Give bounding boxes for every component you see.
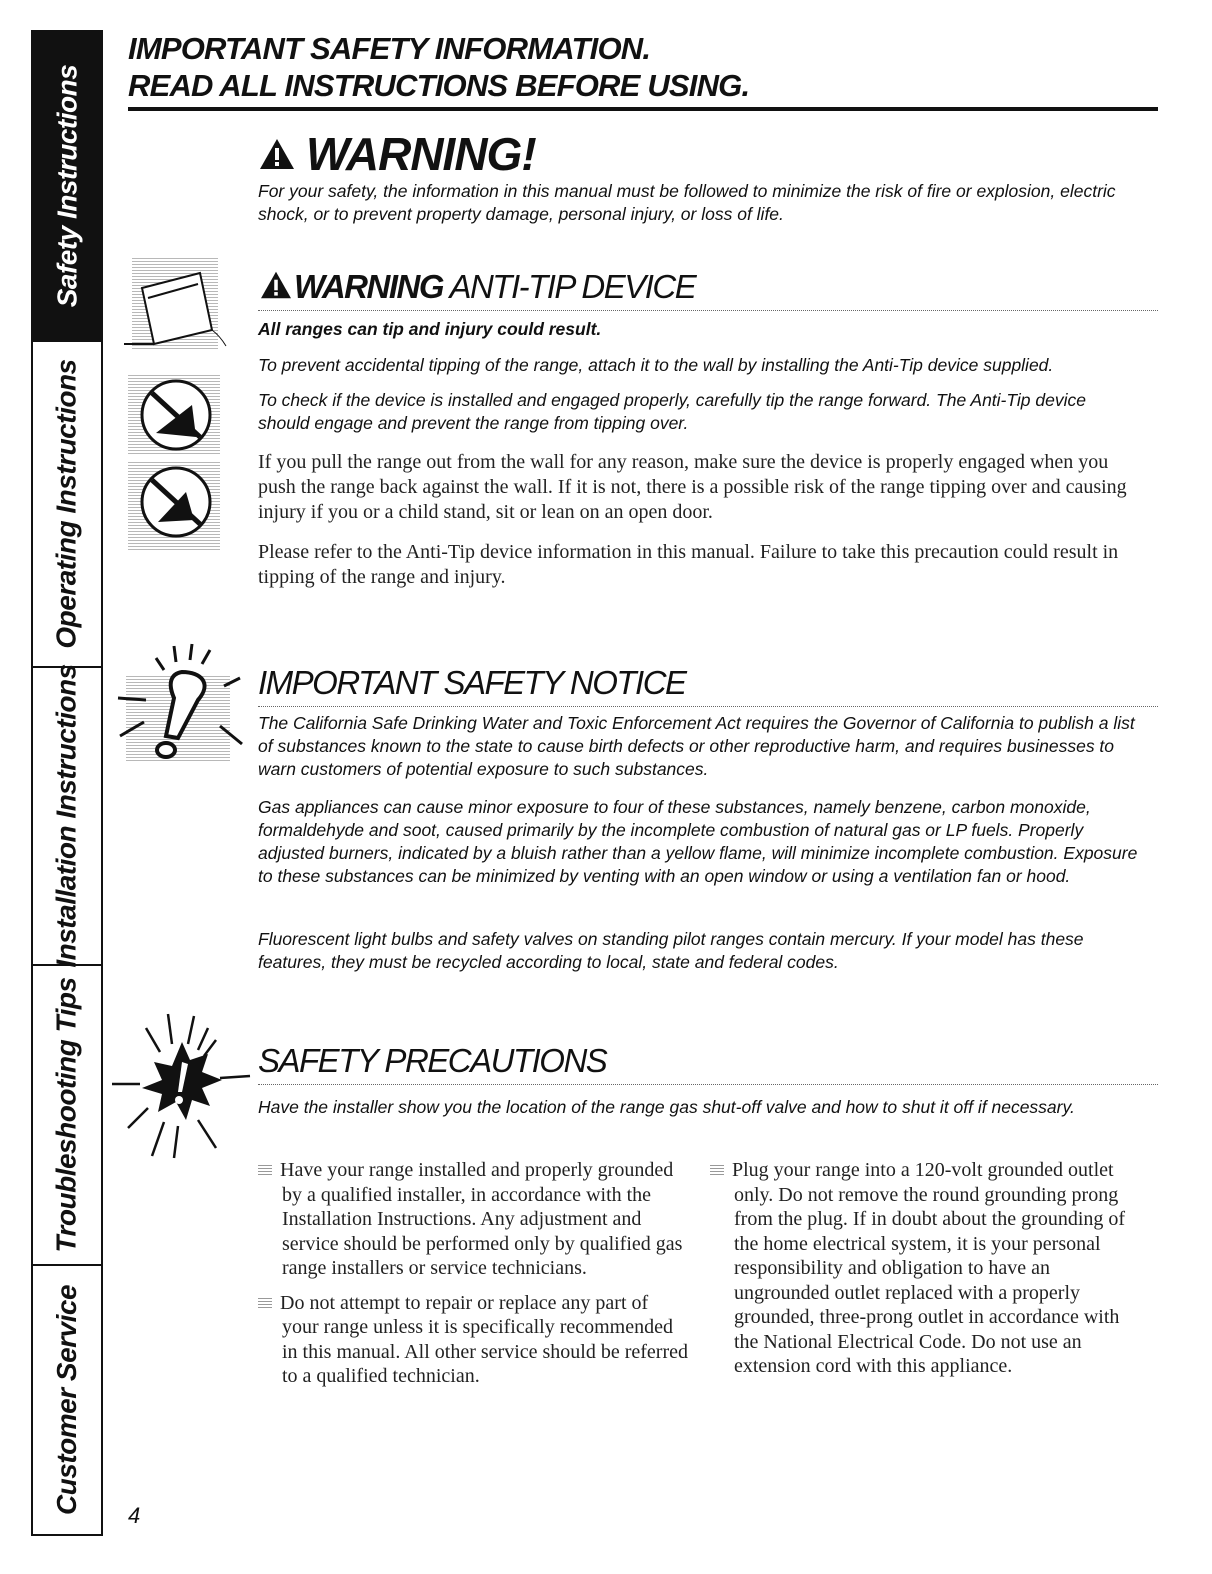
bullet-square-icon	[710, 1164, 724, 1175]
exclamation-alert-icon	[116, 640, 246, 765]
list-item	[710, 1158, 1140, 1379]
anti-tip-para-3: If you pull the range out from the wall for any reason, make sure the device is properly engaged when you push the range back against the wall. If it is not, there is a possible risk of the range tipping over and causing injury if you or a child stand, sit or lean on an open door.	[258, 451, 1127, 523]
range-tipping-icon	[120, 258, 230, 350]
page-header	[128, 30, 1158, 104]
anti-tip-lead: All ranges can tip and injury could result.	[258, 319, 602, 339]
warning-text: For your safety, the information in this manual must be followed to minimize the risk of fire or explosion, electric shock, or to prevent property damage, personal injury, or loss of life.	[258, 181, 1116, 224]
header-rule	[128, 107, 1158, 111]
list-item-text: Do not attempt to repair or replace any part of your range unless it is specifically recommended in this manual. All other service should be referred to a qualified technician.	[280, 1291, 688, 1387]
tab-customer-service[interactable]	[33, 1266, 101, 1534]
tab-operating-instructions[interactable]	[33, 342, 101, 668]
tab-safety-instructions[interactable]	[33, 32, 101, 342]
no-climbing-icon	[128, 375, 220, 455]
anti-tip-para-2: To check if the device is installed and engaged properly, carefully tip the range forward. The Anti-Tip device should engage and prevent the range from tipping over.	[258, 390, 1086, 433]
section-sidebar	[31, 30, 103, 1536]
page-number: 4	[128, 1503, 141, 1528]
bullet-square-icon	[258, 1297, 272, 1308]
precautions-title: SAFETY PRECAUTIONS	[258, 1042, 607, 1079]
tab-installation-instructions[interactable]	[33, 664, 101, 968]
precautions-rule	[258, 1084, 1158, 1085]
anti-tip-title-rest: ANTI-TIP DEVICE	[449, 268, 696, 305]
tab-label: Installation Instructions	[51, 664, 82, 968]
header-line-1: IMPORTANT SAFETY INFORMATION.	[128, 31, 651, 66]
tab-label: Operating Instructions	[51, 359, 82, 649]
anti-tip-para-1: To prevent accidental tipping of the range, attach it to the wall by installing the Anti-Tip device supplied.	[258, 355, 1054, 375]
anti-tip-heading	[258, 268, 695, 306]
tab-label: Troubleshooting Tips	[51, 977, 82, 1253]
list-item-text: Plug your range into a 120-volt grounded outlet only. Do not remove the round grounding prong from the plug. If in doubt about the grounding of the home electrical system, it is your personal responsibility and obligation to have an ungrounded outlet replaced with a properly grounded, three-prong outlet in accordance with the National Electrical Code. Do not use an extension cord with this appliance.	[732, 1159, 1126, 1377]
list-item	[258, 1158, 688, 1281]
precautions-heading	[258, 1042, 606, 1080]
notice-rule	[258, 706, 1158, 707]
tab-troubleshooting-tips[interactable]	[33, 966, 101, 1266]
list-item	[258, 1291, 688, 1389]
notice-para-2: Gas appliances can cause minor exposure to four of these substances, namely benzene, carbon monoxide, formaldehyde and soot, caused primarily by the incomplete combustion of natural gas or LP fuels. Properly adjusted burners, indicated by a bluish rather than a yellow flame, will minimize incomplete combustion. Exposure to these substances can be minimized by venting with an open window or using a ventilation fan or hood.	[258, 797, 1138, 886]
anti-tip-title-bold: WARNING	[294, 268, 443, 305]
header-line-2: READ ALL INSTRUCTIONS BEFORE USING.	[128, 68, 750, 103]
no-sitting-on-door-icon	[128, 462, 220, 550]
precautions-left-column	[258, 1158, 688, 1399]
warning-heading	[258, 127, 536, 181]
notice-para-3: Fluorescent light bulbs and safety valves on standing pilot ranges contain mercury. If your model has these features, they must be recycled according to local, state and federal codes.	[258, 929, 1084, 972]
notice-heading	[258, 664, 686, 702]
notice-para-1: The California Safe Drinking Water and Toxic Enforcement Act requires the Governor of California to publish a list of substances known to the state to cause birth defects or other reproductive harm, and requires businesses to warn customers of potential exposure to such substances.	[258, 713, 1135, 779]
precautions-right-column	[710, 1158, 1140, 1389]
starburst-alert-icon	[104, 1010, 254, 1160]
bullet-square-icon	[258, 1164, 272, 1175]
tab-label: Customer Service	[51, 1284, 83, 1516]
list-item-text: Have your range installed and properly grounded by a qualified installer, in accordance with the Installation Instructions. Any adjustment and service should be performed only by qualified gas range installers or service technicians.	[280, 1159, 683, 1279]
precautions-intro: Have the installer show you the location of the range gas shut-off valve and how to shut it off if necessary.	[258, 1097, 1075, 1117]
anti-tip-rule	[258, 310, 1158, 311]
warning-title: WARNING!	[306, 128, 536, 180]
tab-label: Safety Instructions	[51, 64, 82, 308]
anti-tip-para-4: Please refer to the Anti-Tip device information in this manual. Failure to take this precaution could result in tipping of the range and injury.	[258, 541, 1119, 588]
warning-triangle-icon	[258, 270, 294, 300]
warning-triangle-icon	[258, 137, 296, 171]
notice-title: IMPORTANT SAFETY NOTICE	[258, 664, 686, 701]
